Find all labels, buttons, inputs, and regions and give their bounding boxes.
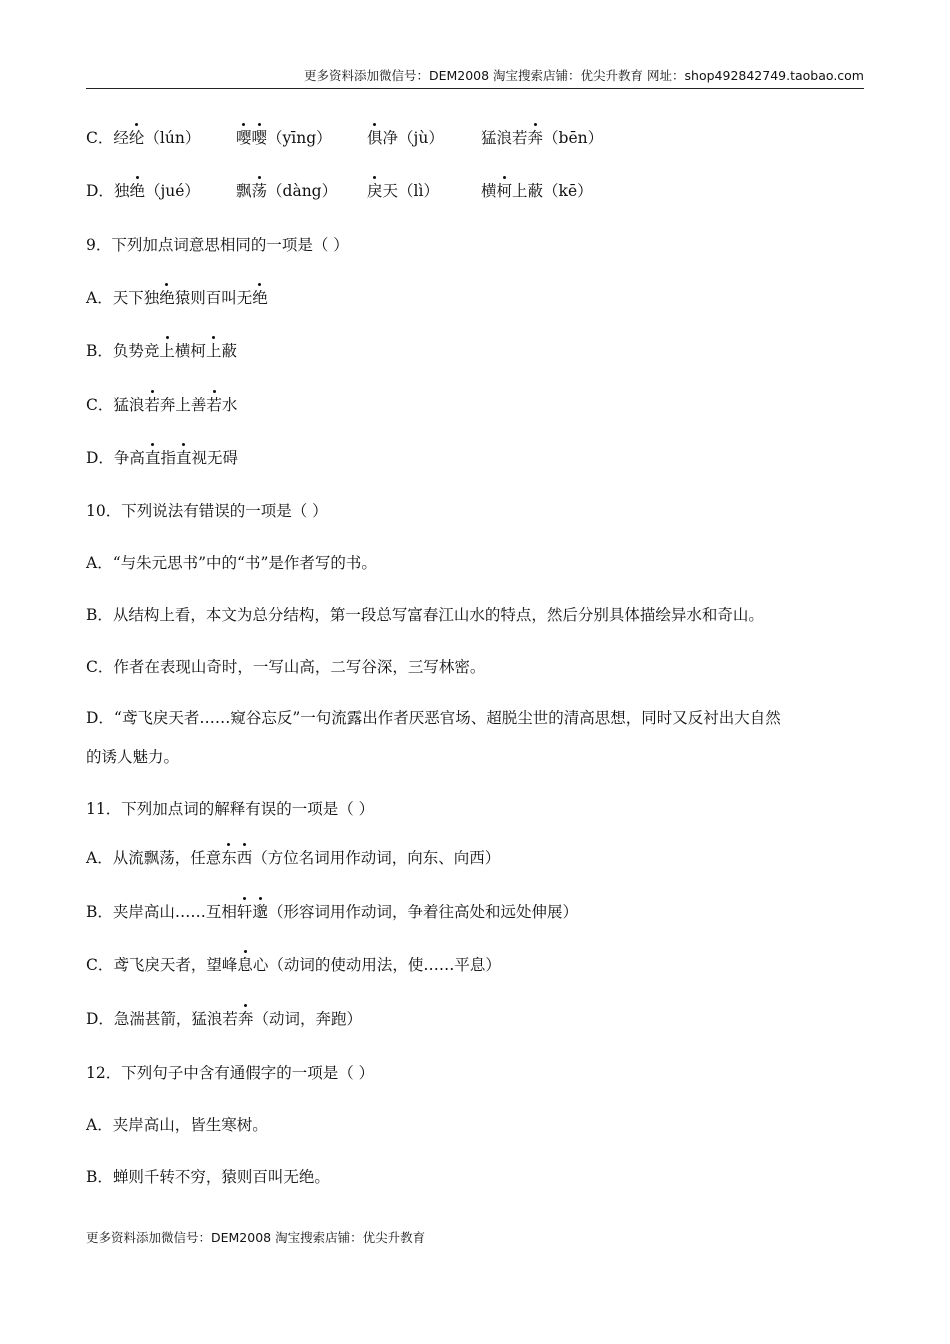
q11-option-d (86, 1007, 362, 1031)
q8-option-d (86, 179, 593, 203)
emphasis-dot-char: 绝 (129, 179, 145, 203)
emphasis-dot-char: 息 (237, 953, 253, 977)
text-segment: 净 (382, 129, 399, 147)
q10-option-d-line1: D．“鸢飞戾天者……窥谷忘反”一句流露出作者厌恶官场、超脱尘世的清高思想，同时又反衬出大自然 (86, 709, 781, 727)
text-segment: 视无碍 (191, 449, 238, 467)
emphasis-dot-char: 直 (176, 446, 192, 470)
text-segment: D．争高 (86, 449, 145, 467)
q9-stem: 9．下列加点词意思相同的一项是（ ） (86, 236, 349, 254)
q11-option-c (86, 953, 501, 977)
text-segment: C．猛浪 (86, 396, 145, 414)
text-segment: 猿则百叫无 (174, 289, 253, 307)
text-segment: （方位名词用作动词，向东、向西） (252, 849, 501, 867)
text-segment: （jué） (144, 182, 200, 200)
emphasis-dot-char: 嘤 (252, 126, 268, 150)
emphasis-dot-char: 上 (206, 339, 222, 363)
text-segment: （dàng） (267, 182, 338, 200)
emphasis-dot-char: 荡 (252, 179, 268, 203)
text-segment: （yīng） (267, 129, 332, 147)
text-segment: （kē） (543, 182, 593, 200)
text-segment: （动词，奔跑） (253, 1010, 362, 1028)
footer-text: 更多资料添加微信号：DEM2008 淘宝搜索店铺：优尖升教育 (86, 1230, 426, 1245)
text-segment: C．鸢飞戾天者，望峰 (86, 956, 238, 974)
text-segment: （lún） (144, 129, 201, 147)
q11-option-a (86, 846, 500, 870)
text-segment: A．天下独 (86, 289, 160, 307)
emphasis-dot-char: 绝 (252, 286, 268, 310)
text-segment: 经 (113, 129, 129, 147)
emphasis-dot-char: 戾 (367, 179, 383, 203)
text-segment: B．夹岸高山……互相 (86, 903, 237, 921)
text-segment: C． (86, 129, 114, 147)
text-segment: 猛浪若 (481, 129, 528, 147)
q9-option-c (86, 393, 237, 417)
emphasis-dot-char: 纶 (129, 126, 145, 150)
text-segment: 心（动词的使动用法，使……平息） (252, 956, 501, 974)
q12-option-a: A．夹岸高山，皆生寒树。 (86, 1116, 268, 1134)
text-segment: 上蔽 (512, 182, 544, 200)
text-segment: 水 (221, 396, 238, 414)
q10-option-b: B．从结构上看，本文为总分结构，第一段总写富春江山水的特点，然后分别具体描绘异水和奇山。 (86, 606, 764, 624)
text-segment: 奔上善 (159, 396, 207, 414)
emphasis-dot-char: 西 (237, 846, 253, 870)
q12-option-b: B．蝉则千转不穷，猿则百叫无绝。 (86, 1168, 330, 1186)
q9-option-a (86, 286, 268, 310)
text-segment: 蔽 (221, 342, 237, 360)
emphasis-dot-char: 直 (145, 446, 161, 470)
emphasis-dot-char: 奔 (528, 126, 544, 150)
text-segment: 天 (382, 182, 399, 200)
text-segment: 指 (160, 449, 176, 467)
q10-stem: 10．下列说法有错误的一项是（ ） (86, 502, 328, 520)
q9-option-d (86, 446, 238, 470)
emphasis-dot-char: 若 (144, 393, 160, 417)
emphasis-dot-char: 东 (221, 846, 237, 870)
q11-stem: 11．下列加点词的解释有误的一项是（ ） (86, 800, 375, 818)
q9-option-b (86, 339, 237, 363)
emphasis-dot-char: 俱 (367, 126, 383, 150)
q12-stem: 12．下列句子中含有通假字的一项是（ ） (86, 1064, 375, 1082)
text-segment: 独 (113, 182, 130, 200)
text-segment: （bēn） (543, 129, 604, 147)
emphasis-dot-char: 若 (206, 393, 222, 417)
text-segment: （lì） (398, 182, 439, 200)
text-segment: D． (86, 182, 114, 200)
q10-option-c: C．作者在表现山奇时，一写山高，二写谷深，三写林密。 (86, 658, 486, 676)
text-segment: 横 (481, 182, 497, 200)
header-text: 更多资料添加微信号：DEM2008 淘宝搜索店铺：优尖升教育 网址：shop492842749.taobao.com (303, 68, 864, 83)
q8-option-c (86, 126, 604, 150)
page-header (86, 66, 864, 89)
emphasis-dot-char: 邈 (252, 900, 268, 924)
q10-option-a: A．“与朱元思书”中的“书”是作者写的书。 (86, 554, 377, 572)
text-segment: D．急湍甚箭，猛浪若 (86, 1010, 238, 1028)
text-segment: 横柯 (174, 342, 206, 360)
text-segment: （jù） (398, 129, 444, 147)
text-segment: A．从流飘荡，任意 (86, 849, 222, 867)
text-segment: 飘 (236, 182, 252, 200)
q10-option-d-line2: 的诱人魅力。 (86, 748, 180, 766)
emphasis-dot-char: 奔 (238, 1007, 254, 1031)
emphasis-dot-char: 绝 (159, 286, 175, 310)
emphasis-dot-char: 嘤 (236, 126, 252, 150)
text-segment: （形容词用作动词，争着往高处和远处伸展） (267, 903, 578, 921)
emphasis-dot-char: 柯 (497, 179, 513, 203)
emphasis-dot-char: 上 (159, 339, 175, 363)
q11-option-b (86, 900, 578, 924)
text-segment: B．负势竞 (86, 342, 160, 360)
page-footer (86, 1228, 866, 1248)
emphasis-dot-char: 轩 (237, 900, 253, 924)
